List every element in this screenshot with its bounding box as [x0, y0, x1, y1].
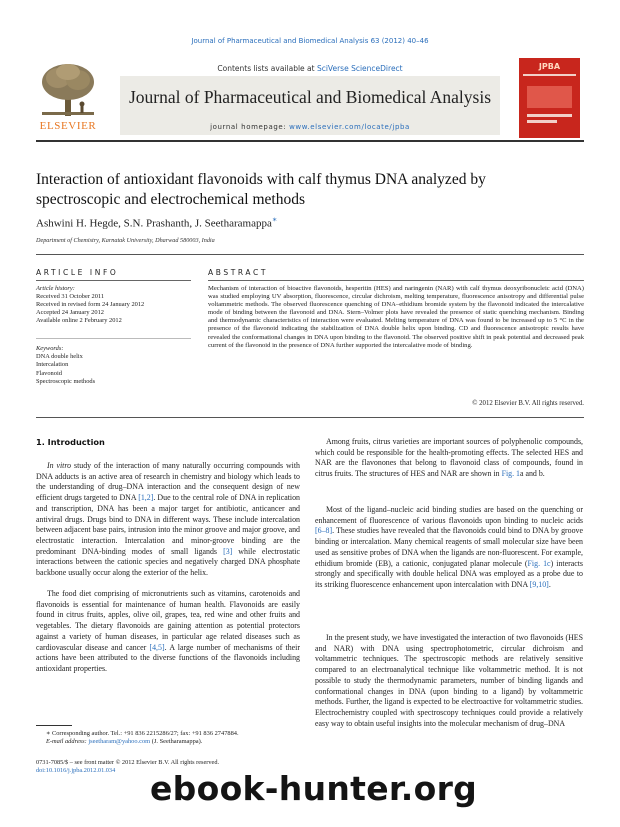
intro-text: . Due to the central role of DNA in replication and transcription, DNA has been a major target for antibiotic, anticancer and antiviral drugs. Drugs bind to DNA in different ways. These include intercalation between adjacent base pairs, intrusion into the minor groove and major groove, and electrostatic interaction. Intercalation and minor-groove binding are the predominant DNA-binding modes of small ligands: [36, 493, 300, 556]
article-history: [36, 285, 196, 325]
affiliation: Department of Chemistry, Karnatak University, Dharwad 580003, India: [36, 237, 215, 244]
intro-text: while electrostatic interactions between the cationic species and negatively charged DNA phosphate backbone usually occur along the exterior of the helix.: [36, 546, 301, 578]
doi-link[interactable]: doi:10.1016/j.jpba.2012.01.034: [36, 767, 116, 775]
history-item: Received in revised form 24 January 2012: [36, 301, 145, 309]
citation-link[interactable]: [6–8]: [315, 526, 333, 536]
keyword: Intercalation: [36, 361, 69, 369]
footnote-rule: [36, 725, 72, 726]
email-link[interactable]: jseetharam@yahoo.com: [88, 738, 151, 746]
intro-left-paragraph-2: [36, 589, 300, 675]
email-suffix: (J. Seetharamappa).: [150, 738, 203, 746]
history-item: Accepted 24 January 2012: [36, 309, 104, 317]
abstract-rule: [36, 417, 584, 418]
history-item: Received 31 October 2011: [36, 293, 105, 301]
article-info-heading: ARTICLE INFO: [36, 268, 119, 277]
sciencedirect-link[interactable]: SciVerse ScienceDirect: [316, 64, 403, 73]
history-label: Article history:: [36, 285, 75, 292]
keywords: [36, 345, 196, 386]
abstract-heading-rule: [208, 280, 584, 281]
homepage-prefix: journal homepage:: [210, 123, 290, 131]
intro-right-paragraph-1: [315, 437, 583, 480]
authors: [36, 215, 277, 230]
author-names: Ashwini H. Hegde, S.N. Prashanth, J. Seetharamappa: [36, 217, 272, 230]
intro-text: ) interacts strongly and specifically with double helical DNA was employed as a probe due to its striking fluorescence enhancement upon intercalation with DNA: [315, 558, 584, 589]
intro-right-paragraph-2: [315, 505, 583, 591]
figure-link[interactable]: Fig. 1c: [527, 558, 551, 568]
intro-right-paragraph-3: [315, 633, 583, 729]
intro-text: study of the interaction of many naturally occurring compounds with DNA adducts is an active area of research in chemistry and biology which leads to the understanding of drug–DNA interaction and the consequent design of new efficient drugs targeted to DNA: [36, 461, 300, 503]
article-title: Interaction of antioxidant flavonoids with calf thymus DNA analyzed by spectroscopic and electrochemical methods: [36, 171, 486, 208]
citation-link[interactable]: [3]: [223, 546, 233, 556]
keyword: DNA double helix: [36, 353, 83, 361]
intro-text: In the present study, we have investigated the interaction of two flavonoids (HES and NAR) with DNA using spectrophotometric, circular dichroism and voltammetric techniques. The spectroscopic methods are relatively sensitive compared to an electroanalytical technique like voltammetric method. It is not possible to study the thermodynamic parameters, number of binding ligands and conformational changes in DNA (upon binding to a ligand) by voltammetric methods. Further, the ligand is expected to be electroactive for voltammetric studies. Electrochemistry coupled with spectroscopy techniques could provide a relatively easy way to obtain useful insights into the molecular mechanism of drug–DNA: [315, 633, 583, 728]
footnote-mark: ∗: [46, 730, 51, 737]
footnote: [46, 730, 302, 747]
intro-left-paragraph-1: [36, 461, 300, 579]
in-vitro-text: In vitro: [47, 461, 72, 470]
history-item: Available online 2 February 2012: [36, 317, 122, 325]
intro-text: . A large number of mechanisms of their actions have been attributed to the diverse functions of the flavonoids including antioxidant properties.: [36, 642, 301, 673]
homepage-link[interactable]: www.elsevier.com/locate/jpba: [289, 123, 410, 131]
history-rule: [36, 338, 191, 339]
citation-link[interactable]: [4,5]: [149, 642, 165, 652]
citation-link[interactable]: [1,2]: [138, 493, 154, 503]
article-info-rule: [36, 280, 191, 281]
header-rule: [36, 140, 584, 142]
journal-cover-thumbnail: [519, 58, 580, 138]
journal-citation[interactable]: Journal of Pharmaceutical and Biomedical Analysis 63 (2012) 40–46: [191, 37, 429, 45]
elsevier-wordmark: ELSEVIER: [39, 120, 97, 132]
elsevier-logo: [36, 60, 100, 132]
intro-text: Among fruits, citrus varieties are important sources of polyphenolic compounds, which could be responsible for the health-promoting effects. The selected HES and NAR are the flavonones that belong to flavonoid class of compounds, found in citrus fruits. The structures of HES and NAR are shown in: [315, 437, 583, 479]
journal-homepage-line: [120, 123, 500, 131]
intro-text: .: [548, 579, 551, 589]
watermark: ebook-hunter.org: [150, 769, 478, 808]
intro-text: a and b.: [520, 469, 545, 479]
intro-text: The food diet comprising of micronutrients such as vitamins, carotenoids and flavonoids is essential for maintenance of human health. Flavonoids are easily found in citrus fruits, apples, olive oil, grapes, tea, red wine and other fruits and vegetables. The dietary flavonoids are gaining attention as potential protectors against a variety of human diseases, in particular age related diseases such as cardiovascular disease and cancer: [36, 589, 300, 652]
introduction-heading: 1. Introduction: [36, 437, 105, 447]
journal-title: Journal of Pharmaceutical and Biomedical Analysis: [128, 87, 492, 107]
issn-line: 0731-7085/$ – see front matter © 2012 Elsevier B.V. All rights reserved.: [36, 759, 220, 766]
contents-prefix: Contents lists available at: [217, 64, 317, 73]
affiliation-rule: [36, 254, 584, 255]
keyword: Spectroscopic methods: [36, 377, 96, 385]
abstract-heading: ABSTRACT: [208, 268, 269, 277]
contents-available-line: [120, 64, 500, 73]
keywords-label: Keywords:: [36, 345, 64, 352]
citation-link[interactable]: [9,10]: [529, 579, 549, 589]
keyword: Flavonoid: [36, 369, 62, 377]
corresponding-author-note: Corresponding author. Tel.: +91 836 2215286/27; fax: +91 836 2747884.: [50, 730, 239, 737]
figure-link[interactable]: Fig. 1: [501, 469, 520, 479]
intro-text: Most of the ligand–nucleic acid binding studies are based on the quenching or enhancement of fluorescence of various flavonoids upon binding to nucleic acids: [315, 505, 583, 525]
copyright: © 2012 Elsevier B.V. All rights reserved.: [472, 400, 584, 407]
abstract-text: Mechanism of interaction of bioactive flavonoids, hesperitin (HES) and naringenin (NAR) with calf thymus deoxyribonucleic acid (DNA) was studied employing UV absorption, fluorescence, circular dichroism, melting temperature, fluorescence anisotropy and differential pulse voltammetric methods. The observed fluorescence quenching of DNA–ethidium bromide system by the flavonoid indicated the intercalative mode of binding between the flavonoid and DNA. Stern–Volmer plots have revealed the presence of static quenching mechanism. Binding and thermodynamic characteristics of interaction were evaluated. Melting temperature of DNA was found to be increased up to 5 °C in the presence of the flavonoid indicating the stabilization of DNA double helix upon binding. CD and fluorescence anisotropic results have revealed the conformational changes in DNA upon binding to the flavonoid. The observed positive shift in peak potential and decreased peak current of the flavonoid in the presence of DNA further supported the intercalative mode of binding.: [208, 285, 584, 349]
intro-text: . These studies have revealed that the flavonoids could bind to DNA by groove binding or intercalation. Many chemical reagents of small molecular size have been used as sensitive probes of DNA when the ligands are non-fluorescent. For example, ethidium bromide (EB), a cationic, conjugated planar molecule (: [315, 526, 583, 568]
cover-label: JPBA: [538, 62, 561, 71]
corresponding-author-mark[interactable]: ∗: [271, 215, 278, 224]
email-label: E-mail address:: [46, 738, 87, 746]
